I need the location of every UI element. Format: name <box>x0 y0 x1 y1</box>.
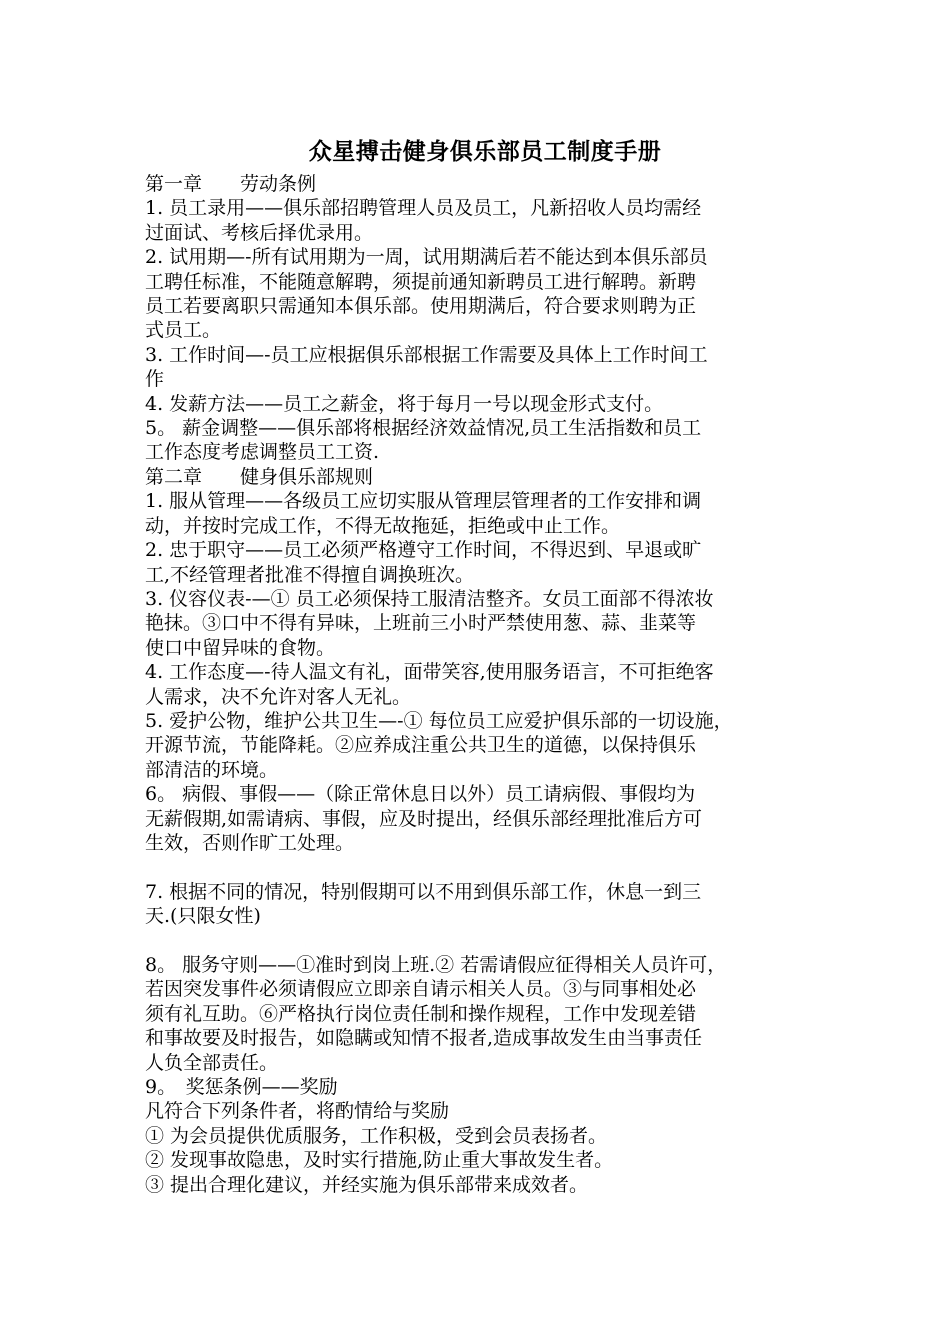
text-line: 8。 服务守则——①准时到岗上班.② 若需请假应征得相关人员许可， <box>145 953 727 976</box>
text-line: 7. 根据不同的情况，特别假期可以不用到俱乐部工作，休息一到三 <box>145 880 702 903</box>
blank-line <box>145 929 825 953</box>
text-line: 人需求，决不允许对客人无礼。 <box>145 685 412 708</box>
text-line: 动，并按时完成工作，不得无故拖延，拒绝或中止工作。 <box>145 514 621 537</box>
text-line: 1. 服从管理——各级员工应切实服从管理层管理者的工作安排和调 <box>145 490 702 513</box>
text-line: ③ 提出合理化建议，并经实施为俱乐部带来成效者。 <box>145 1173 589 1196</box>
text-line: 5. 爱护公物，维护公共卫生—-① 每位员工应爱护俱乐部的一切设施， <box>145 709 733 732</box>
text-line: 作 <box>145 368 165 391</box>
text-line: 工,不经管理者批准不得擅自调换班次。 <box>145 563 475 586</box>
text-line: 部清洁的环境。 <box>145 758 279 781</box>
text-line: 5。 薪金调整——俱乐部将根据经济效益情况,员工生活指数和员工 <box>145 417 702 440</box>
text-line: 开源节流，节能降耗。②应养成注重公共卫生的道德，以保持俱乐 <box>145 734 697 757</box>
text-line: 3. 工作时间—-员工应根据俱乐部根据工作需要及具体上工作时间工 <box>145 343 708 366</box>
text-line: 1. 员工录用——俱乐部招聘管理人员及员工，凡新招收人员均需经 <box>145 197 702 220</box>
text-line: 过面试、考核后择优录用。 <box>145 221 374 244</box>
text-line: 6。 病假、事假——（除正常休息日以外）员工请病假、事假均为 <box>145 783 696 806</box>
text-line: 2. 忠于职守——员工必须严格遵守工作时间，不得迟到、早退或旷 <box>145 539 702 562</box>
text-line: 第一章 劳动条例 <box>145 173 317 195</box>
text-line: 生效，否则作旷工处理。 <box>145 831 355 854</box>
document-body <box>145 172 825 1197</box>
text-line: 员工若要离职只需通知本俱乐部。使用期满后，符合要求则聘为正 <box>145 295 697 318</box>
blank-line <box>145 855 825 879</box>
text-line: ① 为会员提供优质服务，工作积极，受到会员表扬者。 <box>145 1124 608 1147</box>
text-line: 2. 试用期—-所有试用期为一周，试用期满后若不能达到本俱乐部员 <box>145 246 708 269</box>
text-line: 第二章 健身俱乐部规则 <box>145 465 374 488</box>
text-line: 4. 发薪方法——员工之薪金，将于每月一号以现金形式支付。 <box>145 392 664 415</box>
text-line: 和事故要及时报告，如隐瞒或知情不报者,造成事故发生由当事责任 <box>145 1027 703 1050</box>
text-line: 凡符合下列条件者，将酌情给与奖励 <box>145 1100 450 1123</box>
text-line: 使口中留异味的食物。 <box>145 636 336 659</box>
text-line: 天.(只限女性) <box>145 905 261 928</box>
text-line: 4. 工作态度—-待人温文有礼，面带笑容,使用服务语言，不可拒绝客 <box>145 661 714 684</box>
text-line: 9。 奖惩条例——奖励 <box>145 1076 338 1098</box>
document-page <box>145 132 825 1197</box>
text-line: 若因突发事件必须请假应立即亲自请示相关人员。③与同事相处必 <box>145 978 697 1001</box>
text-line: 人负全部责任。 <box>145 1051 279 1074</box>
text-line: 工聘任标准，不能随意解聘，须提前通知新聘员工进行解聘。新聘 <box>145 270 697 293</box>
document-title: 众星搏击健身俱乐部员工制度手册 <box>308 138 662 165</box>
text-line: 艳抹。③口中不得有异味，上班前三小时严禁使用葱、蒜、韭菜等 <box>145 612 697 635</box>
text-line: 须有礼互助。⑥严格执行岗位责任制和操作规程，工作中发现差错 <box>145 1002 697 1025</box>
text-line: ② 发现事故隐患，及时实行措施,防止重大事故发生者。 <box>145 1149 614 1172</box>
text-line: 无薪假期,如需请病、事假，应及时提出，经俱乐部经理批准后方可 <box>145 807 703 830</box>
text-line: 式员工。 <box>145 319 222 342</box>
text-line: 3. 仪容仪表-—① 员工必须保持工服清洁整齐。女员工面部不得浓妆 <box>145 587 714 610</box>
text-line: 工作态度考虑调整员工工资. <box>145 441 380 464</box>
